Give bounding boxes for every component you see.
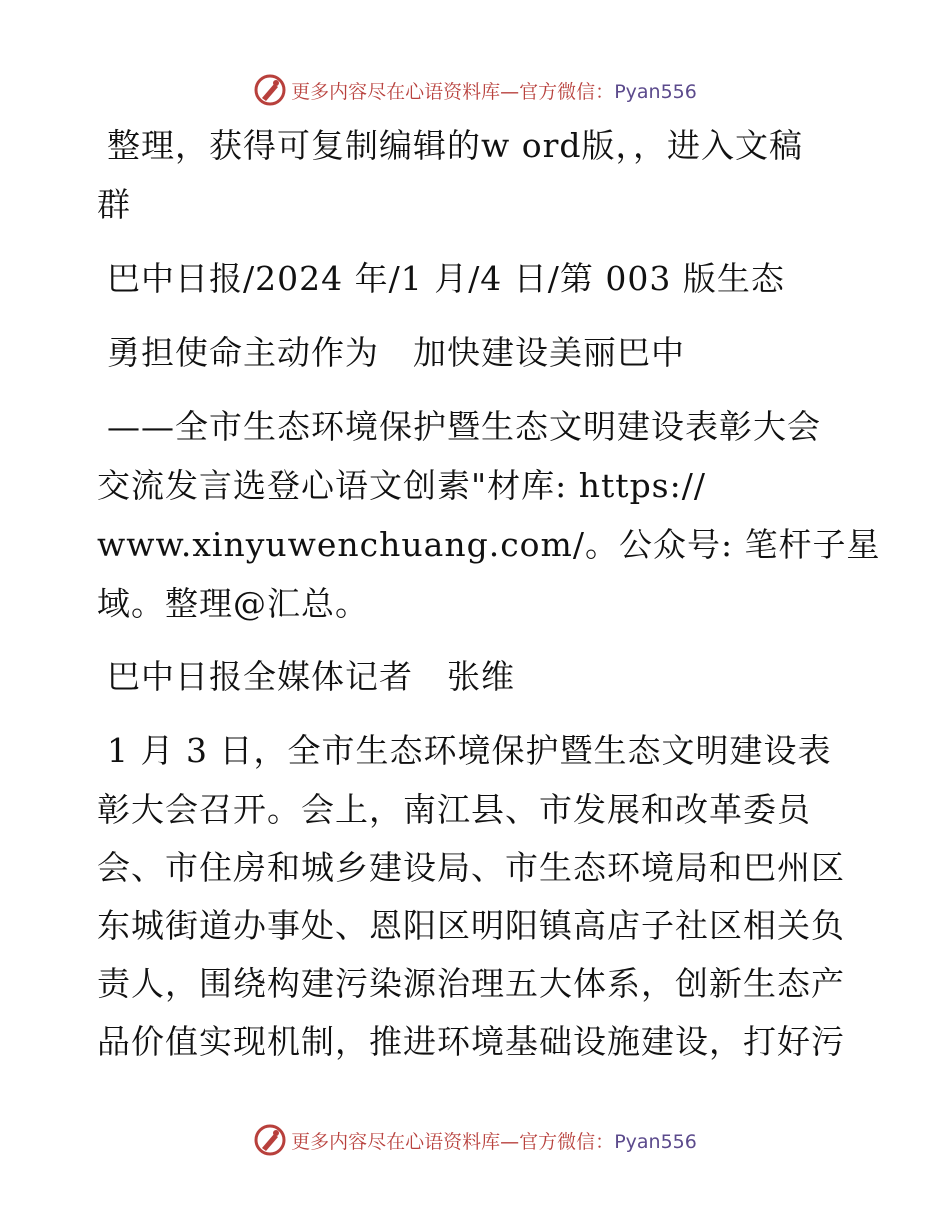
pen-logo-icon [253,1123,287,1157]
paragraph-line: 责人，围绕构建污染源治理五大体系，创新生态产 [97,964,845,1003]
paragraph-line: 品价值实现机制，推进环境基础设施建设，打好污 [97,1022,845,1061]
banner-text: 更多内容尽在心语资料库—官方微信：Pyan556 [291,80,697,103]
text-line: 域。整理@汇总。 [97,584,369,623]
paragraph-line: 会、市住房和城乡建设局、市生态环境局和巴州区 [97,848,845,887]
paragraph-line: 彰大会召开。会上，南江县、市发展和改革委员 [97,790,811,829]
paragraph-line: 东城街道办事处、恩阳区明阳镇高店子社区相关负 [97,906,845,945]
header-banner [0,70,950,110]
footer-banner [0,1120,950,1160]
headline: 勇担使命主动作为 加快建设美丽巴中 [107,333,685,372]
text-line: 巴中日报/2024 年/1 月/4 日/第 003 版生态 [107,259,785,298]
subheadline: ——全市生态环境保护暨生态文明建设表彰大会 [107,407,821,446]
paragraph-line: 1 月 3 日，全市生态环境保护暨生态文明建设表 [107,731,832,770]
byline: 巴中日报全媒体记者 张维 [107,657,515,696]
text-line: 整理，获得可复制编辑的w ord版，，进入文稿 [107,126,804,165]
text-line: www.xinyuwenchuang.com/。公众号: 笔杆子星 [97,525,881,564]
text-line: 交流发言选登心语文创素"材库: https:// [97,466,706,505]
pen-logo-icon [253,73,287,107]
text-line: 群 [97,185,131,224]
banner-text: 更多内容尽在心语资料库—官方微信：Pyan556 [291,1130,697,1153]
